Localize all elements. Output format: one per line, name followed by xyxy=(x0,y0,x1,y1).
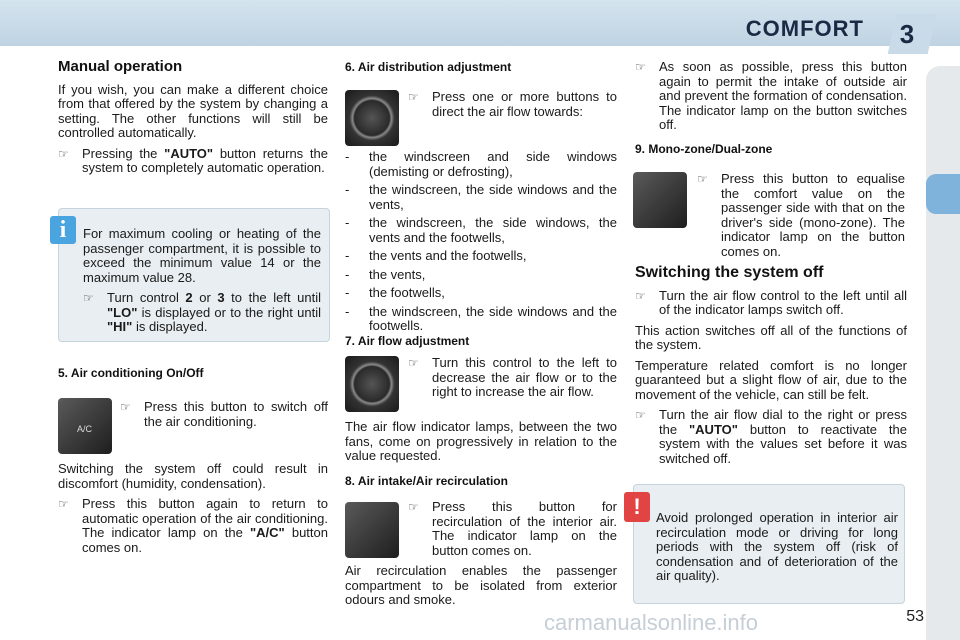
auto-bullet xyxy=(58,147,328,176)
info-text: For maximum cooling or heating of the passenger compartment, it is possible to exceed the minimum value 14 or the maximum value 28. xyxy=(83,226,321,285)
mono-zone-button-image xyxy=(633,172,687,228)
auto-label: "AUTO" xyxy=(689,421,738,437)
auto-label: "AUTO" xyxy=(164,145,214,161)
auto-bullet-text: Pressing the xyxy=(82,145,165,161)
ac-text: Switching the system off could result in discomfort (humidity, condensation). xyxy=(58,461,328,491)
list-item-text: the windscreen, the side windows and the vents, xyxy=(369,182,617,212)
hand-pointer-icon: ☞ xyxy=(83,291,94,305)
info-icon: i xyxy=(50,216,76,244)
dash-icon: - xyxy=(345,149,350,164)
air-flow-control-image xyxy=(345,356,399,412)
recirculation-bullet-wrap xyxy=(408,500,617,564)
list-item-text: the windscreen and side windows (demisting or defrosting), xyxy=(369,149,617,179)
switch-off-bullet xyxy=(635,289,907,318)
hand-pointer-icon: ☞ xyxy=(635,408,646,422)
dash-icon: - xyxy=(345,285,350,300)
mono-zone-section xyxy=(635,142,907,167)
ac-button-label: A/C xyxy=(77,424,93,434)
auto-bullet-text-end: button returns the system to completely automatic operation. xyxy=(82,145,329,175)
ac-heading: 5. Air conditioning On/Off xyxy=(58,366,204,380)
dash-icon: - xyxy=(345,215,350,230)
info-or: or xyxy=(192,290,218,305)
reactivate-text-end: button to reactivate the system with the values set before it was switched off. xyxy=(659,421,907,466)
switch-off-bullet-text: Turn the air flow control to the left until all of the indicator lamps switch off. xyxy=(659,287,907,317)
ac-bullet xyxy=(120,400,328,429)
info-bullet xyxy=(83,291,321,335)
air-flow-text: The air flow indicator lamps, between the two fans, come on progressively in relation to the value requested. xyxy=(345,419,617,463)
hand-pointer-icon: ☞ xyxy=(697,172,708,186)
list-item-text: the windscreen, the side windows and the footwells. xyxy=(369,303,617,333)
mono-zone-bullet xyxy=(697,172,905,259)
switch-off-heading: Switching the system off xyxy=(635,264,824,281)
recirculation-heading: 8. Air intake/Air recirculation xyxy=(345,474,508,488)
hand-pointer-icon: ☞ xyxy=(635,288,646,303)
distribution-bullet-wrap xyxy=(408,90,617,125)
hand-pointer-icon: ☞ xyxy=(58,497,69,511)
info-bullet-text-3: is displayed or to the right until xyxy=(137,304,321,320)
ac-bullet-wrap xyxy=(120,400,328,435)
air-flow-bullet-text: Turn this control to the left to decrease the air flow or to the right to increase the air flow. xyxy=(432,355,617,399)
control-2-label: 2 xyxy=(185,290,193,305)
info-box xyxy=(58,208,330,342)
ac-button-image xyxy=(58,398,112,454)
hand-pointer-icon: ☞ xyxy=(408,90,419,104)
column-middle xyxy=(345,60,617,85)
air-distribution-control-image xyxy=(345,90,399,146)
air-flow-bullet xyxy=(408,356,617,400)
ac-lower xyxy=(58,462,328,561)
list-item-text: the windscreen, the side windows, the vents and the footwells, xyxy=(369,215,617,245)
distribution-heading: 6. Air distribution adjustment xyxy=(345,60,512,74)
page-header xyxy=(0,0,960,46)
dash-icon: - xyxy=(345,248,350,263)
recirculation-bullet xyxy=(408,500,617,558)
ac-bullet-2 xyxy=(58,497,328,555)
list-item-text: the footwells, xyxy=(369,285,445,300)
distribution-bullet-text: Press one or more buttons to direct the air flow towards: xyxy=(432,89,617,119)
list-item xyxy=(345,216,617,245)
ac-bullet-text: Press this button to switch off the air conditioning. xyxy=(144,399,328,429)
list-item xyxy=(345,183,617,212)
mono-zone-bullet-wrap xyxy=(697,172,905,265)
hand-pointer-icon: ☞ xyxy=(408,500,419,514)
recirculation-text-wrap xyxy=(345,564,617,614)
manual-operation-heading: Manual operation xyxy=(58,58,183,75)
ac-bullet2-text: Press this button again to return to automatic operation of the air conditioning. The indicator lamp on the xyxy=(82,496,328,540)
chapter-number: 3 xyxy=(899,19,915,49)
air-flow-heading: 7. Air flow adjustment xyxy=(345,334,470,348)
dash-icon: - xyxy=(345,303,350,319)
reactivate-bullet xyxy=(635,408,907,466)
side-strip xyxy=(926,66,960,640)
air-flow-text-wrap xyxy=(345,420,617,470)
warning-icon: ! xyxy=(624,492,650,522)
hi-label: "HI" xyxy=(107,319,133,334)
recirculation-off-bullet xyxy=(635,60,907,133)
recirculation-text: Air recirculation enables the passenger compartment to be isolated from exterior odours and smoke. xyxy=(345,563,617,607)
switch-off-text-2: Temperature related comfort is no longer guaranteed but a slight flow of air, due to the movement of the vehicle, can still be felt. xyxy=(635,357,907,402)
reactivate-text: Turn the air flow dial to the right or press the xyxy=(659,407,907,437)
dash-icon: - xyxy=(345,266,350,282)
hand-pointer-icon: ☞ xyxy=(408,356,419,370)
list-item xyxy=(345,268,617,283)
side-tab-marker xyxy=(926,174,960,214)
list-item xyxy=(345,286,617,301)
hand-pointer-icon: ☞ xyxy=(58,146,69,161)
page-number: 53 xyxy=(906,608,924,625)
list-item xyxy=(345,305,617,334)
info-bullet-text: Turn control xyxy=(107,290,186,305)
recirculation-button-image xyxy=(345,502,399,558)
switch-off-section xyxy=(635,266,907,472)
recirculation-bullet-text: Press this button for recirculation of the interior air. The indicator lamp on the button comes on. xyxy=(432,499,617,558)
info-bullet-text-2: to the left until xyxy=(224,290,321,305)
ac-bullet2-text-end: button comes on. xyxy=(82,525,328,555)
manual-operation-text: If you wish, you can make a different choice from that offered by the system by changing a setting. The other functions will still be controlled automatically. xyxy=(58,81,328,140)
info-bullet-text-4: is displayed. xyxy=(132,319,208,334)
list-item xyxy=(345,150,617,179)
ac-label: "A/C" xyxy=(249,525,285,540)
lo-label: "LO" xyxy=(107,304,138,320)
column-right xyxy=(635,60,907,139)
distribution-list xyxy=(345,150,617,338)
recirculation-section xyxy=(345,474,617,499)
list-item-text: the vents, xyxy=(369,266,426,282)
column-left xyxy=(58,60,328,182)
warning-text: Avoid prolonged operation in interior air recirculation mode or driving for long periods with the system off (risk of condensation and of deterioration of the air quality). xyxy=(656,510,898,583)
distribution-bullet xyxy=(408,90,617,119)
section-title: COMFORT xyxy=(745,16,864,41)
list-item xyxy=(345,249,617,264)
warning-box xyxy=(633,484,905,604)
switch-off-text-1: This action switches off all of the functions of the system. xyxy=(635,322,907,352)
hand-pointer-icon: ☞ xyxy=(120,400,131,414)
control-3-label: 3 xyxy=(217,290,225,305)
watermark: carmanualsonline.info xyxy=(544,610,759,635)
air-flow-bullet-wrap xyxy=(408,356,617,406)
ac-section xyxy=(58,366,328,391)
recirculation-off-text: As soon as possible, press this button again to permit the intake of outside air and prevent the formation of condensation. The indicator lamp on the button switches off. xyxy=(659,59,907,132)
list-item-text: the vents and the footwells, xyxy=(369,248,527,263)
dash-icon: - xyxy=(345,182,350,197)
mono-zone-bullet-text: Press this button to equalise the comfort value on the passenger side with that on the driver's side (mono-zone). The indicator lamp on the button comes on. xyxy=(721,171,905,259)
hand-pointer-icon: ☞ xyxy=(635,60,646,74)
mono-zone-heading: 9. Mono-zone/Dual-zone xyxy=(635,142,773,156)
